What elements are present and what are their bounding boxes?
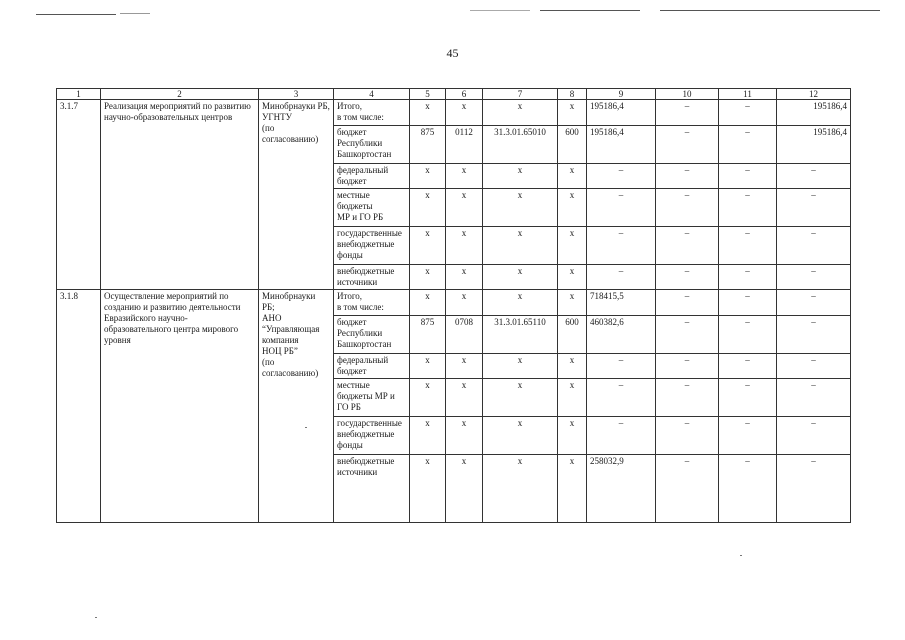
dash-mark: – (684, 266, 690, 276)
cell-c12: 195186,4 (777, 100, 851, 126)
scan-speck (740, 555, 742, 556)
cell-c6: x (446, 290, 483, 316)
item-executor: Минобрнауки РБ; АНО “Управляющая компания НОЦ РБ” (по согласованию) (259, 290, 334, 523)
cell-c11 (719, 417, 777, 455)
cell-c8: x (558, 189, 587, 227)
dash-mark: – (684, 418, 690, 428)
cell-c9 (587, 417, 656, 455)
cell-c9: 460382,6 (587, 316, 656, 354)
column-number: 1 (57, 89, 101, 100)
cell-c8: x (558, 290, 587, 316)
cell-c10 (656, 354, 719, 379)
cell-c6: x (446, 189, 483, 227)
page-number: 45 (446, 46, 459, 60)
funding-source: Итого, в том числе: (334, 100, 410, 126)
dash-mark: – (618, 380, 624, 390)
scan-artifact-line (660, 10, 880, 11)
dash-mark: – (618, 165, 624, 175)
dash-mark: – (811, 190, 816, 200)
dash-mark: – (618, 355, 624, 365)
item-number: 3.1.8 (57, 290, 101, 523)
dash-mark: – (684, 355, 690, 365)
cell-c10 (656, 455, 719, 523)
dash-mark: – (745, 165, 750, 175)
scan-artifact-line (540, 10, 640, 11)
cell-c7: 31.3.01.65110 (483, 316, 558, 354)
funding-source: внебюджетные источники (334, 265, 410, 290)
scan-speck (95, 617, 97, 618)
cell-c8: x (558, 354, 587, 379)
cell-c10 (656, 417, 719, 455)
cell-c5: x (410, 379, 446, 417)
cell-c5: x (410, 417, 446, 455)
cell-c5: x (410, 290, 446, 316)
item-number: 3.1.7 (57, 100, 101, 290)
column-number: 8 (558, 89, 587, 100)
cell-c5: 875 (410, 126, 446, 164)
funding-source: бюджет Республики Башкортостан (334, 316, 410, 354)
scan-speck (305, 427, 307, 428)
cell-c12 (777, 265, 851, 290)
dash-mark: – (811, 418, 816, 428)
cell-c7: x (483, 227, 558, 265)
funding-source: местные бюджеты МР и ГО РБ (334, 189, 410, 227)
cell-c9 (587, 164, 656, 189)
cell-c8: x (558, 379, 587, 417)
cell-c9: 718415,5 (587, 290, 656, 316)
cell-c5: 875 (410, 316, 446, 354)
dash-mark: – (811, 380, 816, 390)
cell-c7: 31.3.01.65010 (483, 126, 558, 164)
cell-c12 (777, 354, 851, 379)
cell-c5: x (410, 227, 446, 265)
cell-c6: 0112 (446, 126, 483, 164)
dash-mark: – (811, 266, 816, 276)
column-number: 5 (410, 89, 446, 100)
cell-c10 (656, 379, 719, 417)
cell-c12 (777, 455, 851, 523)
cell-c10 (656, 100, 719, 126)
dash-mark: – (811, 317, 816, 327)
dash-mark: – (618, 266, 624, 276)
cell-c10 (656, 126, 719, 164)
item-executor: Минобрнауки РБ, УГНТУ (по согласованию) (259, 100, 334, 290)
cell-c11 (719, 100, 777, 126)
cell-c12 (777, 189, 851, 227)
dash-mark: – (684, 101, 690, 111)
funding-source: бюджет Республики Башкортостан (334, 126, 410, 164)
column-number: 7 (483, 89, 558, 100)
dash-mark: – (745, 101, 750, 111)
item-name: Реализация мероприятий по развитию научно-образовательных центров (101, 100, 259, 290)
cell-c12 (777, 164, 851, 189)
cell-c8: x (558, 100, 587, 126)
cell-c6: 0708 (446, 316, 483, 354)
cell-c11 (719, 164, 777, 189)
cell-c11 (719, 316, 777, 354)
dash-mark: – (811, 165, 816, 175)
dash-mark: – (745, 456, 750, 466)
cell-c11 (719, 189, 777, 227)
cell-c12 (777, 417, 851, 455)
cell-c7: x (483, 100, 558, 126)
cell-c5: x (410, 189, 446, 227)
cell-c6: x (446, 379, 483, 417)
cell-c7: x (483, 164, 558, 189)
cell-c9: 195186,4 (587, 100, 656, 126)
dash-mark: – (745, 127, 750, 137)
cell-c11 (719, 290, 777, 316)
cell-c7: x (483, 354, 558, 379)
dash-mark: – (684, 380, 690, 390)
dash-mark: – (745, 317, 750, 327)
dash-mark: – (684, 228, 690, 238)
cell-c10 (656, 290, 719, 316)
dash-mark: – (684, 127, 690, 137)
dash-mark: – (745, 380, 750, 390)
cell-c7: x (483, 189, 558, 227)
cell-c5: x (410, 265, 446, 290)
scan-artifact-line (36, 14, 116, 15)
cell-c12 (777, 379, 851, 417)
cell-c7: x (483, 265, 558, 290)
dash-mark: – (745, 266, 750, 276)
cell-c9: 258032,9 (587, 455, 656, 523)
cell-c10 (656, 316, 719, 354)
scan-artifact-line (470, 10, 530, 11)
funding-source: местные бюджеты МР и ГО РБ (334, 379, 410, 417)
cell-c6: x (446, 455, 483, 523)
dash-mark: – (745, 418, 750, 428)
cell-c8: x (558, 265, 587, 290)
cell-c9 (587, 379, 656, 417)
dash-mark: – (745, 355, 750, 365)
budget-table (56, 88, 851, 523)
cell-c7: x (483, 417, 558, 455)
cell-c7: x (483, 379, 558, 417)
cell-c9 (587, 354, 656, 379)
funding-source: Итого, в том числе: (334, 290, 410, 316)
cell-c9 (587, 227, 656, 265)
column-number: 9 (587, 89, 656, 100)
funding-source: государственные внебюджетные фонды (334, 417, 410, 455)
dash-mark: – (745, 228, 750, 238)
column-number: 11 (719, 89, 777, 100)
cell-c8: 600 (558, 316, 587, 354)
table-row (57, 290, 851, 316)
cell-c8: x (558, 227, 587, 265)
cell-c6: x (446, 417, 483, 455)
cell-c10 (656, 189, 719, 227)
cell-c9: 195186,4 (587, 126, 656, 164)
cell-c7: x (483, 290, 558, 316)
cell-c6: x (446, 265, 483, 290)
scan-artifact-line (120, 13, 150, 14)
cell-c11 (719, 227, 777, 265)
cell-c11 (719, 354, 777, 379)
dash-mark: – (684, 291, 690, 301)
cell-c10 (656, 265, 719, 290)
cell-c7: x (483, 455, 558, 523)
column-number-row (57, 89, 851, 100)
dash-mark: – (811, 355, 816, 365)
cell-c5: x (410, 164, 446, 189)
dash-mark: – (684, 190, 690, 200)
funding-source: государственные внебюджетные фонды (334, 227, 410, 265)
cell-c11 (719, 379, 777, 417)
column-number: 10 (656, 89, 719, 100)
cell-c12 (777, 316, 851, 354)
cell-c11 (719, 455, 777, 523)
cell-c5: x (410, 100, 446, 126)
dash-mark: – (684, 456, 690, 466)
cell-c11 (719, 265, 777, 290)
cell-c8: x (558, 417, 587, 455)
funding-source: внебюджетные источники (334, 455, 410, 523)
dash-mark: – (618, 190, 624, 200)
cell-c5: x (410, 455, 446, 523)
column-number: 4 (334, 89, 410, 100)
dash-mark: – (745, 291, 750, 301)
dash-mark: – (618, 418, 624, 428)
dash-mark: – (811, 291, 816, 301)
cell-c12: 195186,4 (777, 126, 851, 164)
column-number: 6 (446, 89, 483, 100)
cell-c9 (587, 265, 656, 290)
cell-c6: x (446, 100, 483, 126)
cell-c8: x (558, 455, 587, 523)
funding-source: федеральный бюджет (334, 164, 410, 189)
cell-c6: x (446, 227, 483, 265)
cell-c12 (777, 227, 851, 265)
funding-source: федеральный бюджет (334, 354, 410, 379)
dash-mark: – (684, 165, 690, 175)
cell-c12 (777, 290, 851, 316)
cell-c9 (587, 189, 656, 227)
dash-mark: – (811, 456, 816, 466)
cell-c8: x (558, 164, 587, 189)
cell-c11 (719, 126, 777, 164)
column-number: 12 (777, 89, 851, 100)
dash-mark: – (745, 190, 750, 200)
cell-c5: x (410, 354, 446, 379)
dash-mark: – (811, 228, 816, 238)
cell-c6: x (446, 354, 483, 379)
cell-c10 (656, 164, 719, 189)
table-row (57, 100, 851, 126)
cell-c10 (656, 227, 719, 265)
cell-c8: 600 (558, 126, 587, 164)
dash-mark: – (684, 317, 690, 327)
column-number: 3 (259, 89, 334, 100)
column-number: 2 (101, 89, 259, 100)
dash-mark: – (618, 228, 624, 238)
item-name: Осуществление мероприятий по созданию и развитию деятельности Евразийского научно-образовательного центра мирового уровня (101, 290, 259, 523)
cell-c6: x (446, 164, 483, 189)
